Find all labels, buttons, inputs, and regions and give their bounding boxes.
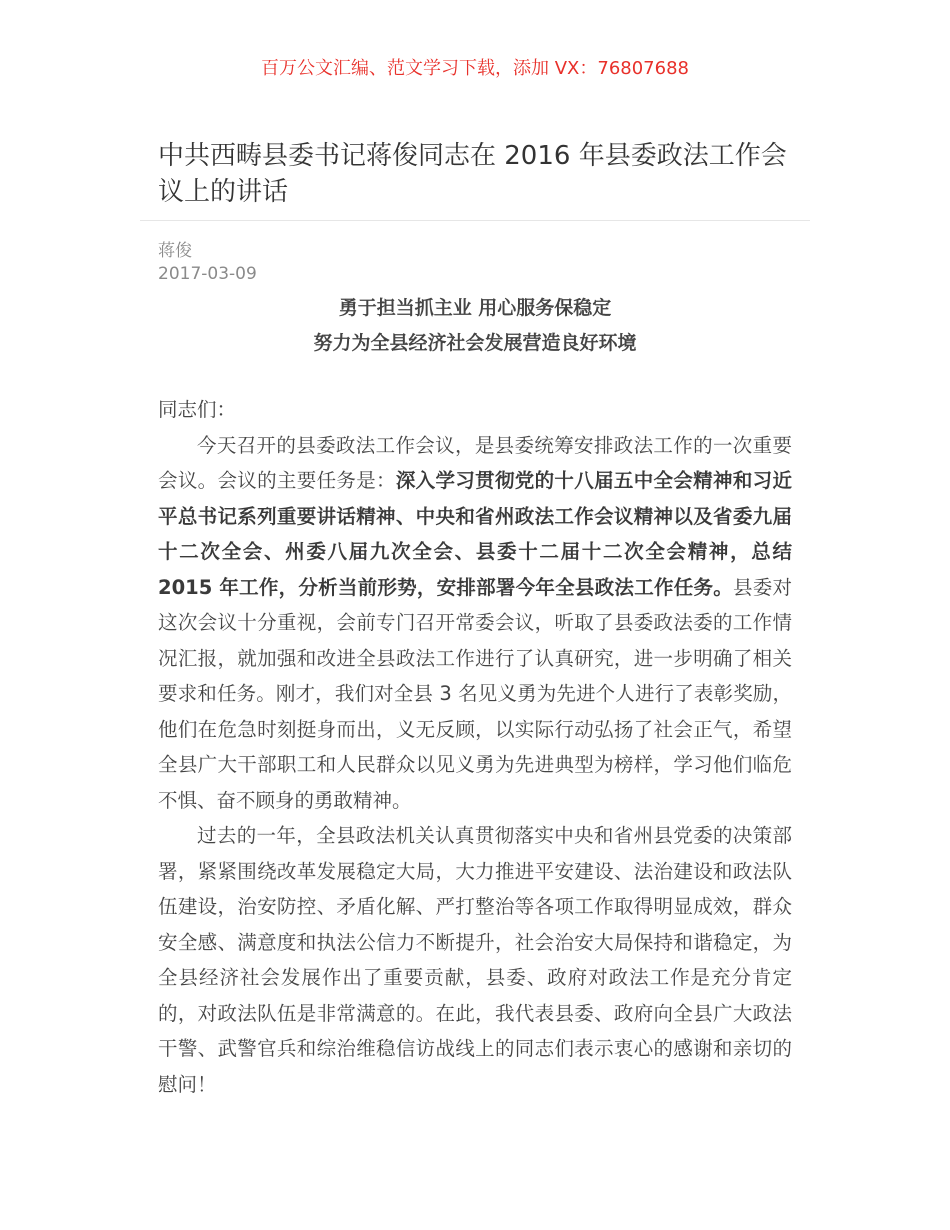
paragraph-2: 过去的一年，全县政法机关认真贯彻落实中央和省州县党委的决策部署，紧紧围绕改革发展稳定大局，大力推进平安建设、法治建设和政法队伍建设，治安防控、矛盾化解、严打整治等各项工作取得明显成效，群众安全感、满意度和执法公信力不断提升，社会治安大局保持和谐稳定，为全县经济社会发展作出了重要贡献，县委、政府对政法工作是充分肯定的，对政法队伍是非常满意的。在此，我代表县委、政府向全县广大政法干警、武警官兵和综治维稳信访战线上的同志们表示衷心的感谢和亲切的慰问！ — [158, 824, 792, 1096]
article-title: 中共西畴县委书记蒋俊同志在 2016 年县委政法工作会议上的讲话 — [158, 141, 787, 207]
speech-headline-line-1: 勇于担当抓主业 用心服务保稳定 — [338, 297, 612, 319]
promo-banner: 百万公文汇编、范文学习下载，添加 VX：76807688 — [261, 58, 689, 79]
paragraph-1-intro: 今天召开的县委政法工作会议，是县委统筹安排政法工作的一次重要会议。会议的主要任务是： — [158, 433, 792, 492]
article-date: 2017-03-09 — [158, 264, 257, 284]
paragraph-1-rest: 县委对这次会议十分重视，会前专门召开常委会议，听取了县委政法委的工作情况汇报，就加强和改进全县政法工作进行了认真研究，进一步明确了相关要求和任务。刚才，我们对全县 3 名见义勇为先进个人进行了表彰奖励，他们在危急时刻挺身而出，义无反顾，以实际行动弘扬了社会正气，希望全县广大干部职工和人民群众以见义勇为先进典型为榜样，学习他们临危不惧、奋不顾身的勇敢精神。 — [158, 575, 792, 812]
article-body — [158, 392, 792, 1102]
salutation: 同志们： — [158, 398, 237, 421]
article-author: 蒋俊 — [158, 241, 192, 261]
speech-headline-line-2: 努力为全县经济社会发展营造良好环境 — [313, 332, 637, 354]
title-divider — [140, 220, 810, 221]
paragraph-1-key-tasks: 深入学习贯彻党的十八届五中全会精神和习近平总书记系列重要讲话精神、中央和省州政法工作会议精神以及省委九届十二次全会、州委八届九次全会、县委十二届十二次全会精神，总结 2015 年工作，分析当前形势，安排部署今年全县政法工作任务。 — [158, 469, 792, 599]
paragraph-1 — [158, 428, 792, 819]
